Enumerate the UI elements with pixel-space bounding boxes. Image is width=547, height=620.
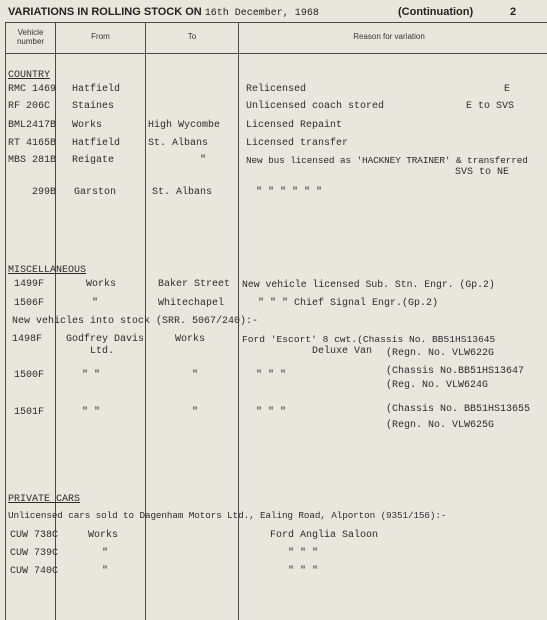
- reason-text: Licensed Repaint: [246, 120, 343, 131]
- reason-text: " " ": [256, 407, 287, 418]
- from-location: " ": [82, 370, 101, 381]
- vehicle-number: 1501F: [14, 407, 45, 418]
- section-miscellaneous: MISCELLANEOUS: [8, 265, 87, 276]
- to-location: ": [192, 407, 199, 418]
- vehicle-number: CUW 739C: [10, 548, 59, 559]
- reason-text: New vehicle licensed Sub. Stn. Engr. (Gp.2): [242, 279, 495, 290]
- reason-text: " " " Chief Signal Engr.(Gp.2): [258, 298, 439, 309]
- vehicle-number: RF 206C: [8, 101, 51, 112]
- from-location: Garston: [74, 187, 117, 198]
- col-header-reason: Reason for variation: [353, 32, 425, 41]
- reason-extra: E to SVS: [466, 101, 515, 112]
- reason-extra: E: [504, 84, 511, 95]
- from-location: ": [102, 566, 109, 577]
- page-number: 2: [510, 6, 517, 18]
- header-rule-top: [5, 22, 547, 23]
- to-location: ": [192, 370, 199, 381]
- vehicle-number: 299B: [32, 187, 57, 198]
- col-border-left: [5, 22, 6, 620]
- to-location: Baker Street: [158, 279, 231, 290]
- from-location: Works: [86, 279, 117, 290]
- new-vehicles-note: New vehicles into stock (SRR. 5067/240):-: [12, 316, 259, 327]
- header-rule-bottom: [5, 53, 547, 54]
- from-location: Hatfield: [72, 84, 121, 95]
- from-location: ": [92, 298, 99, 309]
- col-header-vehicle: Vehicle number: [16, 28, 45, 46]
- reason-extra: (Chassis No.BB51HS13647: [386, 366, 525, 377]
- from-location: Works: [88, 530, 119, 541]
- col-header-from: From: [91, 32, 110, 41]
- to-location: St. Albans: [152, 187, 213, 198]
- vehicle-number: 1500F: [14, 370, 45, 381]
- page-title: VARIATIONS IN ROLLING STOCK ON 16th December, 1968: [8, 6, 319, 19]
- reason-extra: (Chassis No. BB51HS13655: [386, 404, 531, 415]
- reason-text: Relicensed: [246, 84, 307, 95]
- reason-extra: (Regn. No. VLW625G: [386, 420, 495, 431]
- reason-text: Licensed transfer: [246, 138, 349, 149]
- col-header-to: To: [187, 32, 197, 41]
- vehicle-number: MBS 281B: [8, 155, 57, 166]
- from-location: " ": [82, 407, 101, 418]
- reason-text: " " ": [288, 548, 319, 559]
- vehicle-number: CUW 740C: [10, 566, 59, 577]
- to-location: Works: [175, 334, 206, 345]
- report-date: 16th December, 1968: [204, 8, 319, 19]
- vehicle-number: 1498F: [12, 334, 43, 345]
- reason-text: Deluxe Van: [312, 346, 373, 357]
- from-location: ": [102, 548, 109, 559]
- vehicle-number: CUW 738C: [10, 530, 59, 541]
- to-location: St. Albans: [148, 138, 209, 149]
- from-location: Ltd.: [90, 346, 115, 357]
- vehicle-number: RT 4165B: [8, 138, 57, 149]
- from-location: Godfrey Davis: [66, 334, 145, 345]
- to-location: Whitechapel: [158, 298, 225, 309]
- section-country: COUNTRY: [8, 70, 51, 81]
- reason-text: Ford 'Escort' 8 cwt.(Chassis No. BB51HS13645: [242, 334, 496, 345]
- reason-text: SVS to NE: [455, 167, 510, 178]
- vehicle-number: BML2417B: [8, 120, 57, 131]
- vehicle-number: RMC 1469: [8, 84, 57, 95]
- reason-text: New bus licensed as 'HACKNEY TRAINER' & transferred: [246, 155, 528, 166]
- reason-extra: (Regn. No. VLW622G: [386, 348, 495, 359]
- from-location: Reigate: [72, 155, 115, 166]
- to-location: High Wycombe: [148, 120, 221, 131]
- reason-extra: (Reg. No. VLW624G: [386, 380, 489, 391]
- from-location: Hatfield: [72, 138, 121, 149]
- from-location: Works: [72, 120, 103, 131]
- from-location: Staines: [72, 101, 115, 112]
- reason-text: Ford Anglia Saloon: [270, 530, 379, 541]
- vehicle-number: 1499F: [14, 279, 45, 290]
- reason-text: " " ": [256, 370, 287, 381]
- reason-text: " " ": [288, 566, 319, 577]
- to-location: ": [200, 155, 207, 166]
- continuation-label: (Continuation): [398, 6, 474, 18]
- reason-text: Unlicensed coach stored: [246, 101, 385, 112]
- vehicle-number: 1506F: [14, 298, 45, 309]
- reason-text: " " " " " ": [256, 187, 323, 198]
- section-private-cars: PRIVATE CARS: [8, 494, 81, 505]
- unlicensed-cars-note: Unlicensed cars sold to Dagenham Motors Ltd., Ealing Road, Alporton (9351/156):-: [8, 510, 447, 521]
